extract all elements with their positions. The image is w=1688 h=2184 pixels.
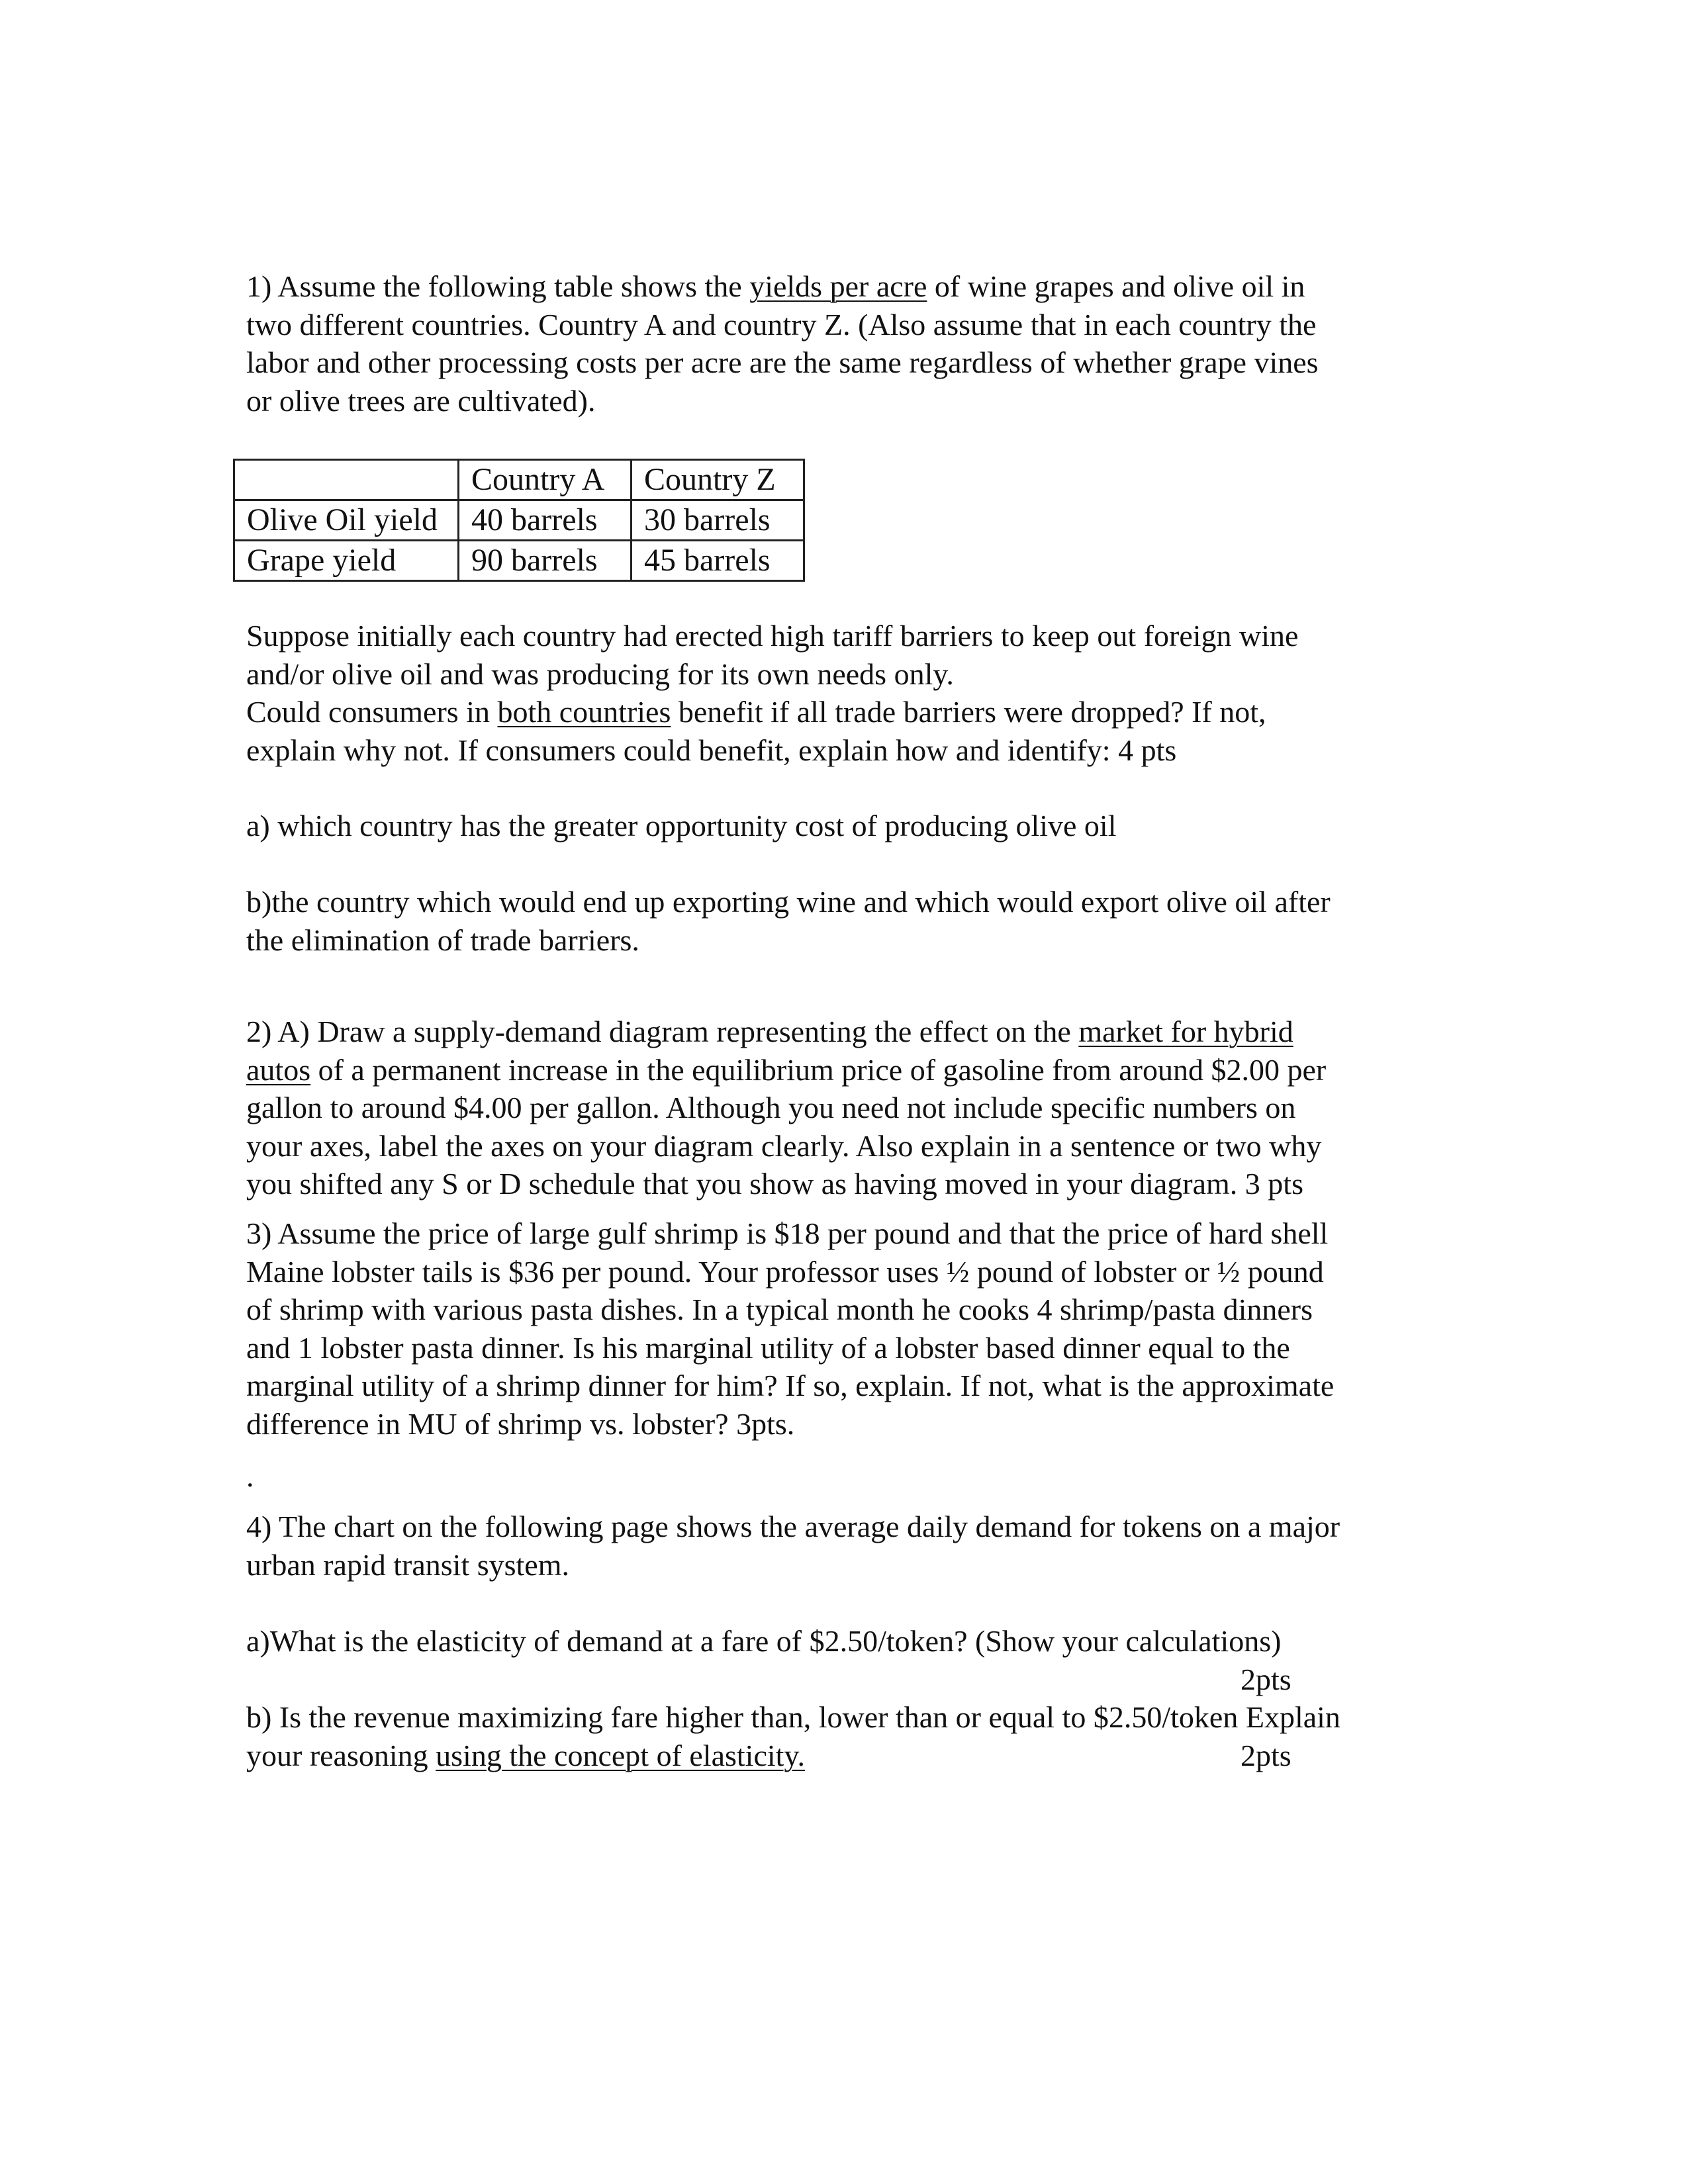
yield-table (233, 459, 805, 582)
q1-intro-line-1-pre: 1) Assume the following table shows the (246, 269, 750, 303)
q2-line-2-post: of a permanent increase in the equilibrium price of gasoline from around $2.00 per (310, 1052, 1327, 1087)
q3-line-2: Maine lobster tails is $36 per pound. Your professor uses ½ pound of lobster or ½ pound (246, 1254, 1324, 1289)
q1-suppose-line-3-pre: Could consumers in (246, 695, 498, 729)
q3-line-5: marginal utility of a shrimp dinner for him? If so, explain. If not, what is the approximate (246, 1369, 1335, 1402)
q4-part-b-line-2 (246, 1737, 1458, 1775)
q1-part-b (246, 883, 1458, 959)
q3-line-4: and 1 lobster pasta dinner. Is his marginal utility of a lobster based dinner equal to the (246, 1330, 1290, 1365)
q1-part-b-line-1: b)the country which would end up exporting wine and which would export olive oil after (246, 885, 1331, 919)
underlined-concept-of-elasticity: using the concept of elasticity. (436, 1738, 805, 1772)
question-2 (246, 1013, 1458, 1203)
q2-line-1 (246, 1013, 1458, 1051)
q4-part-a (246, 1622, 1458, 1698)
q2-line-5: you shifted any S or D schedule that you show as having moved in your diagram. 3 pts (246, 1167, 1303, 1201)
q4-part-b-line-2-pre: your reasoning (246, 1738, 436, 1772)
q3-line-1: 3) Assume the price of large gulf shrimp is $18 per pound and that the price of hard shell (246, 1216, 1329, 1250)
q4-line-2: urban rapid transit system. (246, 1547, 570, 1582)
table-header-row (234, 460, 804, 500)
q1-suppose-line-4: explain why not. If consumers could benefit, explain how and identify: 4 pts (246, 733, 1177, 767)
question-4 (246, 1508, 1458, 1584)
table-row (234, 541, 804, 581)
q4-part-b-line-1: b) Is the revenue maximizing fare higher than, lower than or equal to $2.50/token Explain (246, 1700, 1340, 1734)
q1-suppose-line-3 (246, 693, 1458, 731)
q1-intro-line-2: two different countries. Country A and country Z. (Also assume that in each country the (246, 307, 1317, 341)
q3-line-6: difference in MU of shrimp vs. lobster? 3pts. (246, 1406, 795, 1441)
q1-intro-line-4: or olive trees are cultivated). (246, 383, 596, 418)
q4-part-a-points: 2pts (1241, 1662, 1291, 1696)
q2-line-1-pre: 2) A) Draw a supply-demand diagram representing the effect on the (246, 1015, 1079, 1048)
q1-part-b-line-2: the elimination of trade barriers. (246, 923, 639, 957)
q1-suppose-line-1: Suppose initially each country had erected high tariff barriers to keep out foreign wine (246, 619, 1299, 653)
q4-part-b-points: 2pts (1241, 1738, 1291, 1772)
stray-dot (246, 1457, 1458, 1496)
q4-part-b (246, 1698, 1458, 1774)
q2-line-3: gallon to around $4.00 per gallon. Although you need not include specific numbers on (246, 1091, 1296, 1124)
q1-intro-line-3: labor and other processing costs per acre are the same regardless of whether grape vines (246, 345, 1319, 379)
q1-part-a (246, 807, 1458, 845)
table-row-label: Grape yield (234, 541, 459, 581)
q1-suppose-line-2: and/or olive oil and was producing for its own needs only. (246, 657, 954, 691)
question-3 (246, 1214, 1458, 1443)
underlined-market-for-hybrid: market for hybrid (1078, 1015, 1293, 1048)
table-header-country-a: Country A (459, 460, 632, 500)
table-header-country-z: Country Z (632, 460, 804, 500)
underlined-autos: autos (246, 1052, 311, 1087)
q4-line-1: 4) The chart on the following page shows the average daily demand for tokens on a major (246, 1510, 1340, 1543)
table-row-label: Olive Oil yield (234, 500, 459, 541)
table-cell: 90 barrels (459, 541, 632, 581)
q1-intro (246, 267, 1458, 420)
q1-intro-line-1-post: of wine grapes and olive oil in (927, 269, 1305, 303)
table-cell: 45 barrels (632, 541, 804, 581)
q4-part-a-text: a)What is the elasticity of demand at a fare of $2.50/token? (Show your calculations) (246, 1624, 1282, 1658)
table-cell: 40 barrels (459, 500, 632, 541)
stray-dot-text: . (246, 1459, 254, 1493)
q1-intro-line-1 (246, 267, 1458, 306)
q1-part-a-text: a) which country has the greater opportunity cost of producing olive oil (246, 809, 1117, 842)
underlined-yields-per-acre: yields per acre (749, 269, 927, 303)
table-row (234, 500, 804, 541)
table-cell: 30 barrels (632, 500, 804, 541)
q3-line-3: of shrimp with various pasta dishes. In a typical month he cooks 4 shrimp/pasta dinners (246, 1293, 1313, 1326)
q2-line-4: your axes, label the axes on your diagram clearly. Also explain in a sentence or two why (246, 1128, 1322, 1163)
table-header-cell (234, 460, 459, 500)
q1-suppose (246, 617, 1458, 769)
underlined-both-countries: both countries (497, 695, 671, 729)
q1-suppose-line-3-post: benefit if all trade barriers were dropped? If not, (671, 695, 1266, 729)
q2-line-2 (246, 1051, 1458, 1089)
